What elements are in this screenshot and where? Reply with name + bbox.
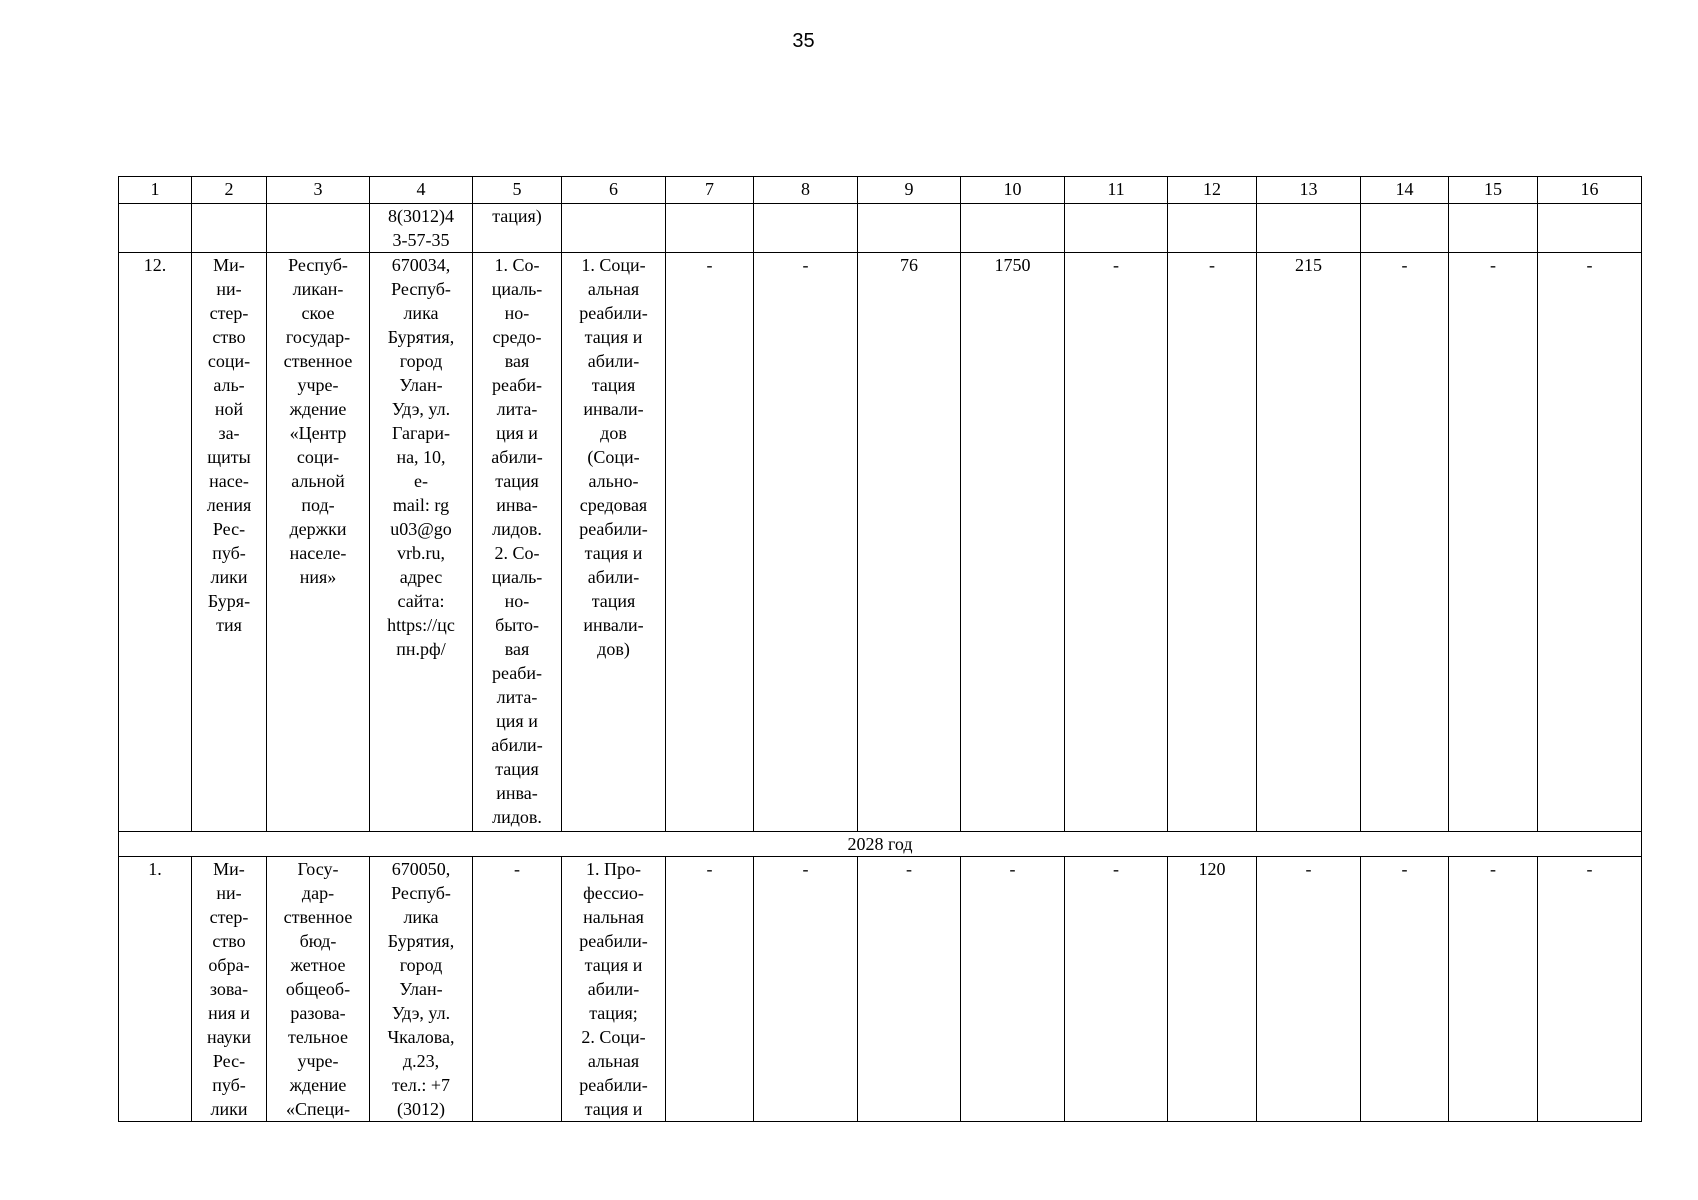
table-cell: -: [858, 857, 961, 1122]
table-cell: [562, 204, 666, 253]
header-cell: 1: [119, 177, 192, 204]
table-cell: [1065, 204, 1168, 253]
table-cell: [192, 204, 267, 253]
table-cell: 1. Про- фессио- нальная реабили- тация и абили- тация; 2. Соци- альная реабили- тация и: [562, 857, 666, 1122]
table-cell: -: [1538, 253, 1642, 832]
table-cell: -: [473, 857, 562, 1122]
table-cell: 120: [1168, 857, 1257, 1122]
table-cell: [666, 204, 754, 253]
table-cell: 670034, Респуб- лика Бурятия, город Улан- Удэ, ул. Гагари- на, 10, e- mail: rg u03@go vrb.ru, адрес сайта: https://цс пн.рф/: [370, 253, 473, 832]
table-cell: [1168, 204, 1257, 253]
header-cell: 2: [192, 177, 267, 204]
table-cell: -: [1361, 253, 1449, 832]
table-cell: -: [1168, 253, 1257, 832]
header-cell: 10: [961, 177, 1065, 204]
header-cell: 13: [1257, 177, 1361, 204]
header-cell: 8: [754, 177, 858, 204]
header-row: [119, 177, 1642, 204]
table-cell: 1. Соци- альная реабили- тация и абили- тация инвали- дов (Соци- ально- средовая реабили- тация и абили- тация инвали- дов): [562, 253, 666, 832]
year-section-row: [119, 832, 1642, 857]
table-cell: -: [1065, 857, 1168, 1122]
page-number: 35: [792, 30, 815, 52]
table-cell: [1538, 204, 1642, 253]
table-cell: -: [1065, 253, 1168, 832]
data-table: [118, 176, 1642, 1122]
table-cell: 1750: [961, 253, 1065, 832]
table-cell: -: [1257, 857, 1361, 1122]
table-cell: -: [754, 857, 858, 1122]
table-cell: -: [1449, 253, 1538, 832]
table-cell: 12.: [119, 253, 192, 832]
table-cell: [1257, 204, 1361, 253]
table-cell: 1.: [119, 857, 192, 1122]
header-cell: 7: [666, 177, 754, 204]
header-cell: 15: [1449, 177, 1538, 204]
table-cell: [858, 204, 961, 253]
header-cell: 4: [370, 177, 473, 204]
table-row: [119, 204, 1642, 253]
table-cell: -: [1361, 857, 1449, 1122]
header-cell: 12: [1168, 177, 1257, 204]
table-cell: -: [754, 253, 858, 832]
table-cell: [754, 204, 858, 253]
table-cell: -: [666, 857, 754, 1122]
table-row: [119, 253, 1642, 832]
table-cell: 215: [1257, 253, 1361, 832]
table-cell: 1. Со- циаль- но- средо- вая реаби- лита- ция и абили- тация инва- лидов. 2. Со- циаль- но- быто- вая реаби- лита- ция и абили- тация инва- лидов.: [473, 253, 562, 832]
table-cell: 76: [858, 253, 961, 832]
header-cell: 9: [858, 177, 961, 204]
header-cell: 16: [1538, 177, 1642, 204]
table-cell: -: [1538, 857, 1642, 1122]
table-cell: [1449, 204, 1538, 253]
table-row: [119, 857, 1642, 1122]
table-cell: Респуб- ликан- ское государ- ственное учре- ждение «Центр соци- альной под- держки населе- ния»: [267, 253, 370, 832]
table-cell: Ми- ни- стер- ство обра- зова- ния и науки Рес- пуб- лики: [192, 857, 267, 1122]
year-label: 2028 год: [119, 832, 1642, 857]
header-cell: 14: [1361, 177, 1449, 204]
table-cell: [961, 204, 1065, 253]
header-cell: 3: [267, 177, 370, 204]
table-cell: Ми- ни- стер- ство соци- аль- ной за- щиты насе- ления Рес- пуб- лики Буря- тия: [192, 253, 267, 832]
header-cell: 5: [473, 177, 562, 204]
header-cell: 6: [562, 177, 666, 204]
table-cell: -: [666, 253, 754, 832]
table-cell: -: [961, 857, 1065, 1122]
table-cell: 8(3012)4 3-57-35: [370, 204, 473, 253]
table-cell: -: [1449, 857, 1538, 1122]
table-cell: [119, 204, 192, 253]
table-cell: [267, 204, 370, 253]
table-cell: Госу- дар- ственное бюд- жетное общеоб- разова- тельное учре- ждение «Специ-: [267, 857, 370, 1122]
table-cell: 670050, Респуб- лика Бурятия, город Улан- Удэ, ул. Чкалова, д.23, тел.: +7 (3012): [370, 857, 473, 1122]
table-cell: [1361, 204, 1449, 253]
table-cell: тация): [473, 204, 562, 253]
header-cell: 11: [1065, 177, 1168, 204]
